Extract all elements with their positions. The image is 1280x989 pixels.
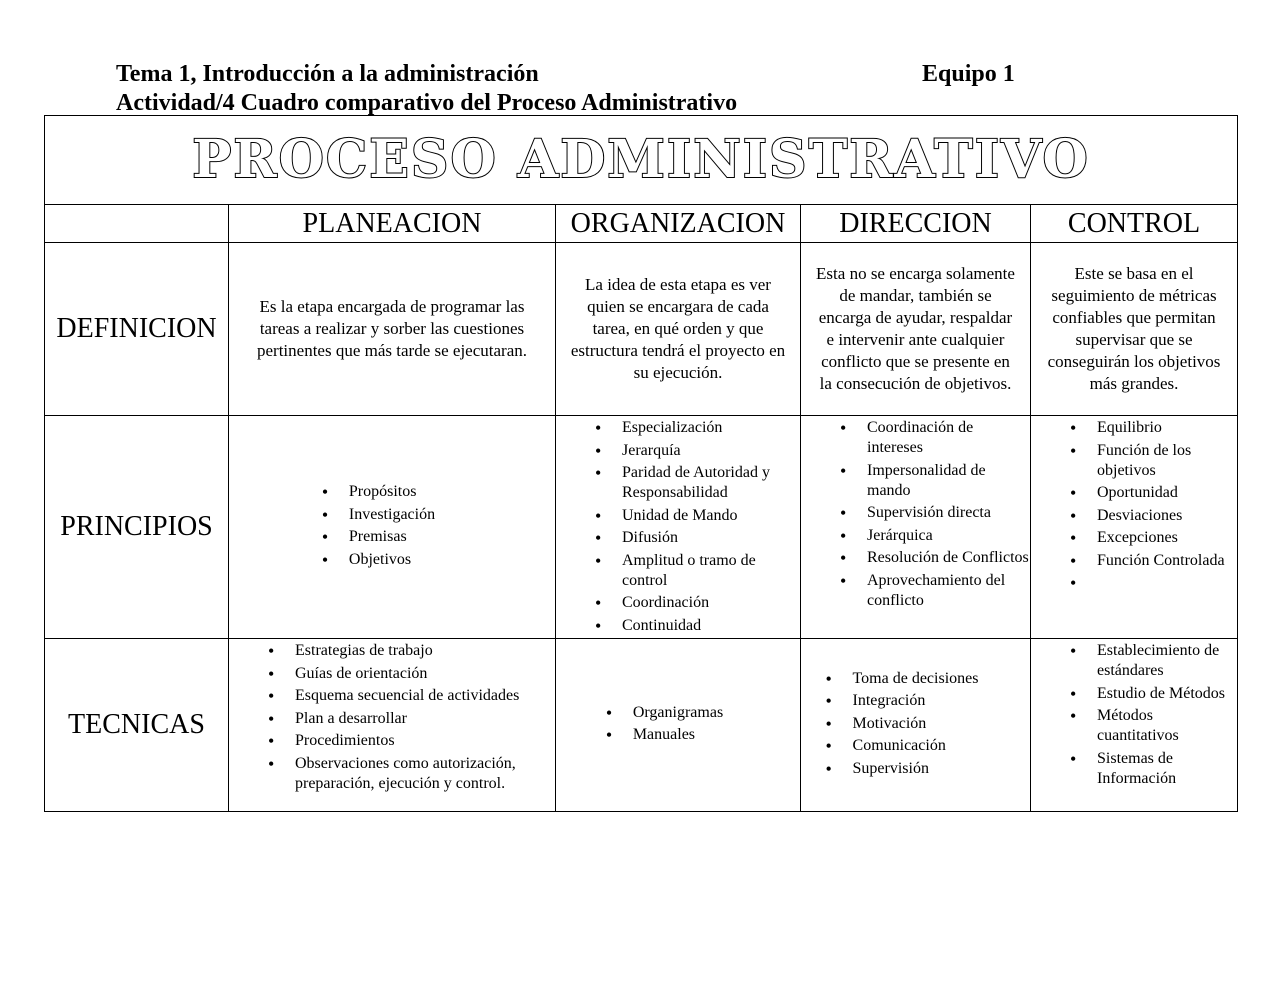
techniques-planeacion-cell: [229, 639, 556, 812]
definition-planeacion: Es la etapa encargada de programar las tareas a realizar y sorber las cuestiones pertinentes que más tarde se ejecutaran.: [229, 243, 556, 416]
list-item: • Propósitos: [349, 482, 435, 502]
table-title-cell: [45, 116, 1238, 205]
list-item: • Integración: [853, 691, 979, 711]
list-item: • Investigación: [349, 505, 435, 525]
principles-organizacion-list: [556, 418, 800, 636]
list-item: • Coordinación: [622, 593, 800, 613]
list-item: • Organigramas: [633, 703, 723, 723]
techniques-control-cell: [1031, 639, 1238, 812]
techniques-direccion-list: [853, 669, 979, 782]
list-item: • Supervisión directa: [867, 503, 1030, 523]
list-item: • Comunicación: [853, 736, 979, 756]
list-item: • Función Controlada: [1097, 551, 1237, 571]
topic-heading: Tema 1, Introducción a la administración: [116, 61, 539, 87]
list-item: • Paridad de Autoridad y Responsabilidad: [622, 463, 800, 503]
list-item: • Oportunidad: [1097, 483, 1237, 503]
column-header-direccion: DIRECCION: [801, 205, 1031, 243]
definition-control: Este se basa en el seguimiento de métricas confiables que permitan supervisar que se conseguirán los objetivos más grandes.: [1031, 243, 1238, 416]
list-item: • Premisas: [349, 527, 435, 547]
list-item: • Manuales: [633, 725, 723, 745]
principles-control-cell: [1031, 416, 1238, 639]
list-item: • Estudio de Métodos: [1097, 684, 1237, 704]
column-header-control: CONTROL: [1031, 205, 1238, 243]
list-item: • Plan a desarrollar: [295, 709, 555, 729]
list-item: • Unidad de Mando: [622, 506, 800, 526]
row-header-tecnicas: TECNICAS: [45, 639, 229, 812]
list-item: • Difusión: [622, 528, 800, 548]
principles-control-list: [1031, 418, 1237, 593]
list-item: • Supervisión: [853, 759, 979, 779]
table-row: [45, 243, 1238, 416]
list-item: • Procedimientos: [295, 731, 555, 751]
list-item: • Continuidad: [622, 616, 800, 636]
definition-direccion: Esta no se encarga solamente de mandar, también se encarga de ayudar, respaldar e intervenir ante cualquier conflicto que se presente en la consecución de objetivos.: [801, 243, 1031, 416]
list-item: • Amplitud o tramo de control: [622, 551, 800, 591]
principles-organizacion-cell: [556, 416, 801, 639]
row-header-definicion: DEFINICION: [45, 243, 229, 416]
list-item: • Jerarquía: [622, 441, 800, 461]
row-header-principios: PRINCIPIOS: [45, 416, 229, 639]
techniques-organizacion-list: [633, 703, 723, 748]
table-row: [45, 416, 1238, 639]
column-header-organizacion: ORGANIZACION: [556, 205, 801, 243]
list-item: • Estrategias de trabajo: [295, 641, 555, 661]
list-item: • Objetivos: [349, 550, 435, 570]
table-row: [45, 639, 1238, 812]
techniques-control-list: [1031, 641, 1237, 789]
list-item: • Función de los objetivos: [1097, 441, 1237, 481]
definition-organizacion: La idea de esta etapa es ver quien se encargara de cada tarea, en qué orden y que estructura tendrá el proyecto en su ejecución.: [556, 243, 801, 416]
techniques-direccion-cell: [801, 639, 1031, 812]
list-item: • Impersonalidad de mando: [867, 461, 1030, 501]
list-item: • Equilibrio: [1097, 418, 1237, 438]
principles-planeacion-cell: [229, 416, 556, 639]
list-item: • Excepciones: [1097, 528, 1237, 548]
column-header-planeacion: PLANEACION: [229, 205, 556, 243]
list-item: [1097, 573, 1237, 593]
list-item: • Jerárquica: [867, 526, 1030, 546]
list-item: • Esquema secuencial de actividades: [295, 686, 555, 706]
list-item: • Especialización: [622, 418, 800, 438]
list-item: • Establecimiento de estándares: [1097, 641, 1237, 681]
techniques-planeacion-list: [229, 641, 555, 794]
list-item: • Coordinación de intereses: [867, 418, 1030, 458]
comparison-table: [44, 115, 1238, 812]
list-item: • Resolución de Conflictos: [867, 548, 1030, 568]
team-label: Equipo 1: [922, 61, 1015, 87]
corner-cell: [45, 205, 229, 243]
list-item: • Aprovechamiento del conflicto: [867, 571, 1030, 611]
list-item: • Observaciones como autorización, preparación, ejecución y control.: [295, 754, 555, 794]
list-item: • Guías de orientación: [295, 664, 555, 684]
principles-direccion-cell: [801, 416, 1031, 639]
list-item: • Motivación: [853, 714, 979, 734]
list-item: • Desviaciones: [1097, 506, 1237, 526]
list-item: • Métodos cuantitativos: [1097, 706, 1237, 746]
list-item: • Sistemas de Información: [1097, 749, 1237, 789]
list-item: • Toma de decisiones: [853, 669, 979, 689]
activity-heading: Actividad/4 Cuadro comparativo del Proceso Administrativo: [116, 90, 738, 116]
principles-planeacion-list: [349, 482, 435, 572]
table-title: PROCESO ADMINISTRATIVO: [192, 129, 1090, 190]
principles-direccion-list: [801, 418, 1030, 611]
techniques-organizacion-cell: [556, 639, 801, 812]
